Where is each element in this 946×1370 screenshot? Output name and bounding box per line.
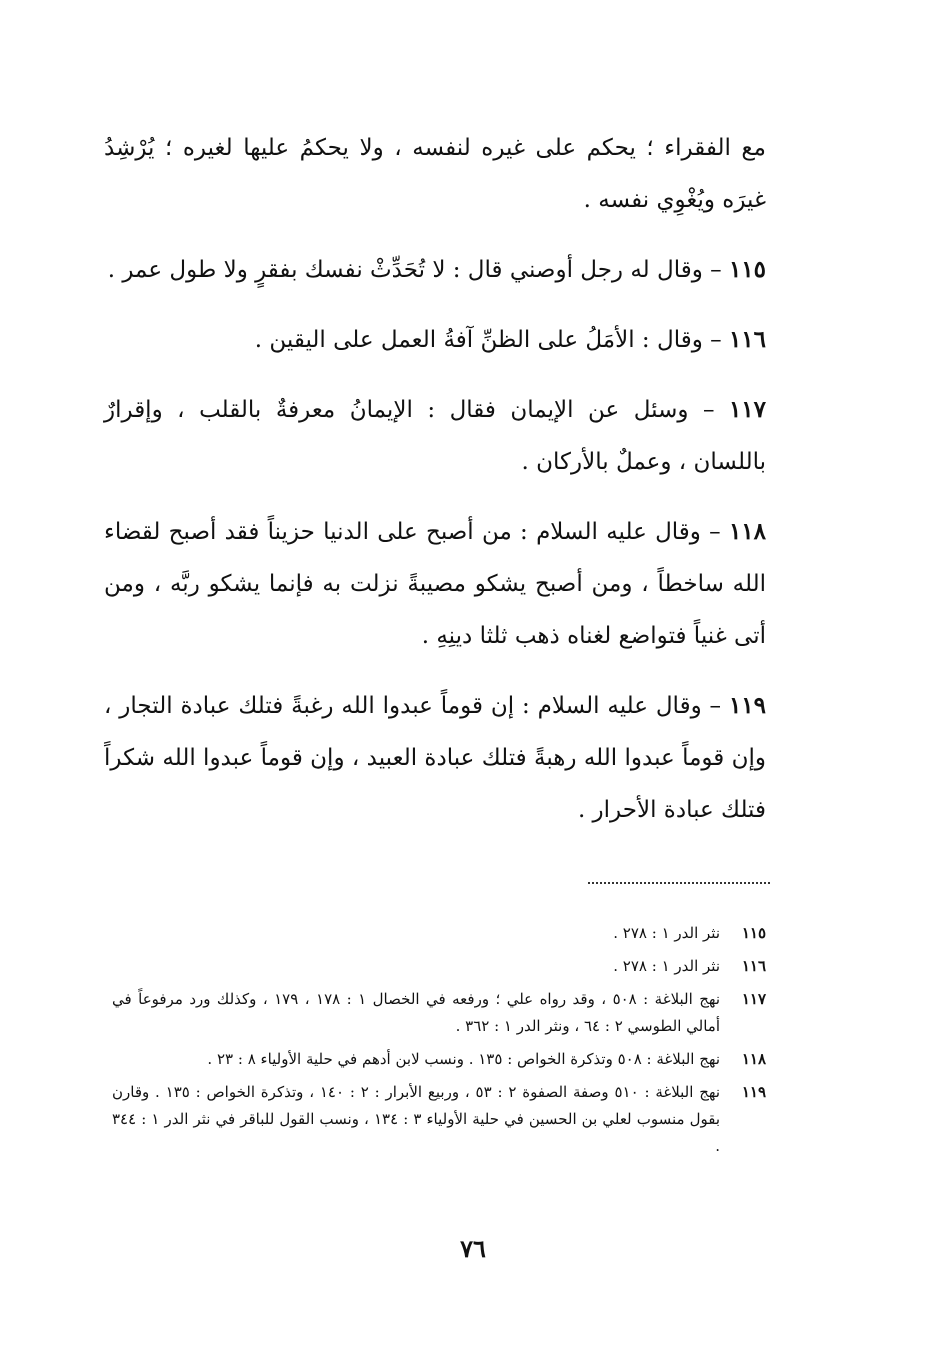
footnote-number: ١١٧ xyxy=(741,990,766,1008)
saying-text: – وقال : الأمَلُ على الظنِّ آفةُ العمل على اليقين . xyxy=(254,327,722,353)
saying-number: ١١٩ xyxy=(728,692,767,719)
footnote-115 xyxy=(112,920,766,947)
footnotes xyxy=(112,920,766,1166)
footnote-number: ١١٦ xyxy=(741,957,766,975)
saying-number: ١١٦ xyxy=(728,326,766,353)
footnote-text: نثر الدر ١ : ٢٧٨ . xyxy=(613,924,720,942)
footnote-116 xyxy=(112,953,766,980)
saying-119 xyxy=(104,680,766,836)
footnote-number: ١١٥ xyxy=(741,924,766,942)
footnote-117 xyxy=(112,986,766,1040)
footnote-text: نثر الدر ١ : ٢٧٨ . xyxy=(613,957,720,975)
saying-116 xyxy=(104,314,766,366)
saying-117 xyxy=(104,384,766,488)
footnote-119 xyxy=(112,1079,766,1160)
footnote-text: نهج البلاغة : ٥٠٨ وتذكرة الخواص : ١٣٥ . ونسب لابن أدهم في حلية الأولياء ٨ : ٢٣ . xyxy=(207,1050,720,1068)
footnote-118 xyxy=(112,1046,766,1073)
saying-text: – وسئل عن الإيمان فقال : الإيمانُ معرفةٌ بالقلب ، وإقرارٌ باللسان ، وعملٌ بالأركان . xyxy=(104,397,766,475)
main-text xyxy=(104,122,766,836)
page-number: ٧٦ xyxy=(460,1234,486,1263)
saying-number: ١١٧ xyxy=(728,396,767,423)
saying-text: – وقال عليه السلام : إن قوماً عبدوا الله رغبةً فتلك عبادة التجار ، وإن قوماً عبدوا الله رهبةً فتلك عبادة العبيد ، وإن قوماً عبدوا الله شكراً فتلك عبادة الأحرار . xyxy=(104,693,766,823)
footnote-divider xyxy=(588,882,770,884)
intro-paragraph: مع الفقراء ؛ يحكم على غيره لنفسه ، ولا يحكمُ عليها لغيره ؛ يُرْشِدُ غيرَه ويُغْوِي نفسه . xyxy=(104,135,766,213)
saying-number: ١١٥ xyxy=(728,256,766,283)
saying-text: – وقال عليه السلام : من أصبح على الدنيا حزيناً فقد أصبح لقضاء الله ساخطاً ، ومن أصبح يشكو مصيبةً نزلت به فإنما يشكو ربَّه ، ومن أتى غنياً فتواضع لغناه ذهب ثلثا دينِهِ . xyxy=(104,519,766,649)
footnote-text: نهج البلاغة : ٥٠٨ ، وقد رواه علي ؛ ورفعه في الخصال ١ : ١٧٨ ، ١٧٩ ، وكذلك ورد مرفوعاً في أمالي الطوسي ٢ : ٦٤ ، ونثر الدر ١ : ٣٦٢ . xyxy=(112,990,720,1035)
saying-115 xyxy=(104,244,766,296)
saying-118 xyxy=(104,506,766,662)
footnote-number: ١١٩ xyxy=(741,1083,766,1101)
saying-text: – وقال له رجل أوصني قال : لا تُحَدِّثْ نفسك بفقرٍ ولا طول عمر . xyxy=(107,257,722,283)
saying-number: ١١٨ xyxy=(728,518,766,545)
footnote-text: نهج البلاغة : ٥١٠ وصفة الصفوة ٢ : ٥٣ ، وربيع الأبرار : ٢ : ١٤٠ ، وتذكرة الخواص : ١٣٥ . وقارن بقول منسوب لعلي بن الحسين في حلية الأولياء ٣ : ١٣٤ ، ونسب القول للباقر في نثر الدر ١ : ٣٤٤ . xyxy=(112,1083,721,1155)
footnote-number: ١١٨ xyxy=(741,1050,766,1068)
